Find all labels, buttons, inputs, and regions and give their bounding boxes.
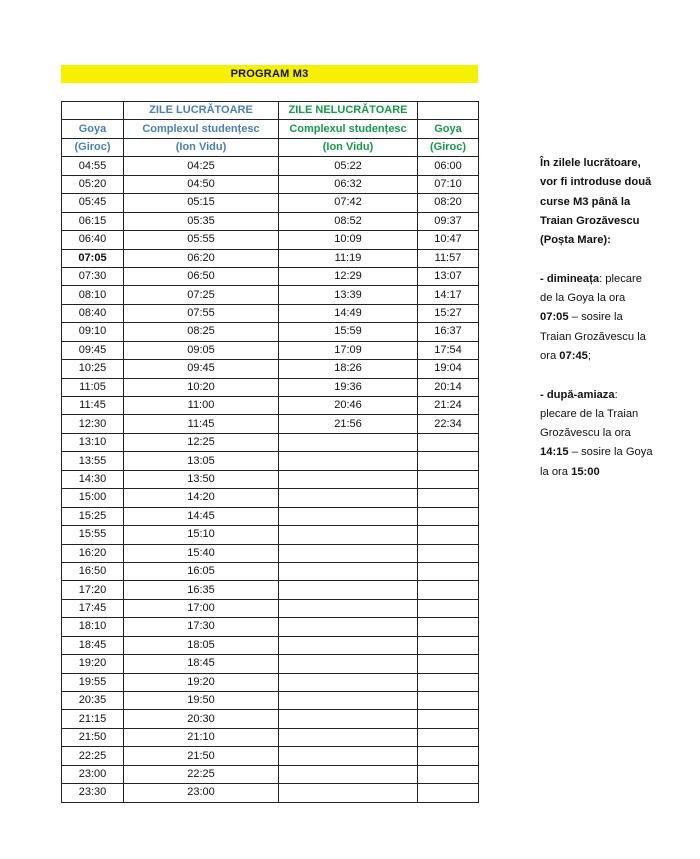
complex-departure-nonworkday-cell (279, 452, 418, 470)
goya-departure-nonworkday-cell: 07:10 (418, 175, 479, 193)
complex-departure-workday-cell: 12:25 (124, 433, 279, 451)
note-intro-line: curse M3 până la (540, 195, 631, 208)
complex-departure-nonworkday-cell (279, 544, 418, 562)
complex-departure-workday-cell: 10:20 (124, 378, 279, 396)
complex-departure-nonworkday-cell: 05:22 (279, 157, 418, 175)
schedule-row (62, 526, 479, 544)
morning-arrival-time: 07:45 (559, 349, 588, 362)
col1-stop-name: Goya (62, 120, 124, 138)
goya-departure-workday-cell: 05:20 (62, 175, 124, 193)
complex-departure-nonworkday-cell (279, 599, 418, 617)
goya-departure-nonworkday-cell: 15:27 (418, 304, 479, 322)
goya-departure-workday-cell: 22:25 (62, 747, 124, 765)
goya-departure-workday-cell: 21:15 (62, 710, 124, 728)
note-intro-line: (Poșta Mare): (540, 234, 611, 247)
goya-departure-workday-cell: 08:10 (62, 286, 124, 304)
goya-departure-workday-cell: 04:55 (62, 157, 124, 175)
note-text: : (614, 388, 618, 401)
goya-departure-workday-cell: 23:00 (62, 765, 124, 783)
complex-departure-nonworkday-cell: 12:29 (279, 267, 418, 285)
complex-departure-workday-cell: 14:45 (124, 507, 279, 525)
col3-stop-name: Complexul studențesc (279, 120, 418, 138)
header-empty-cell (418, 102, 479, 120)
complex-departure-nonworkday-cell (279, 581, 418, 599)
complex-departure-nonworkday-cell: 20:46 (279, 397, 418, 415)
note-morning-line: de la Goya la ora (540, 292, 626, 305)
complex-departure-nonworkday-cell: 18:26 (279, 360, 418, 378)
goya-departure-nonworkday-cell: 22:34 (418, 415, 479, 433)
complex-departure-nonworkday-cell: 19:36 (279, 378, 418, 396)
schedule-row (62, 360, 479, 378)
goya-departure-nonworkday-cell (418, 452, 479, 470)
goya-departure-nonworkday-cell (418, 433, 479, 451)
note-text: ; (587, 349, 592, 362)
schedule-row (62, 249, 479, 267)
schedule-row (62, 231, 479, 249)
goya-departure-workday-cell: 18:10 (62, 618, 124, 636)
note-spacer (540, 250, 700, 269)
schedule-row (62, 710, 479, 728)
goya-departure-workday-cell: 17:45 (62, 599, 124, 617)
note-afternoon-line: Grozăvescu la ora (540, 427, 631, 440)
workdays-header: ZILE LUCRĂTOARE (124, 102, 279, 120)
note-intro-line: În zilele lucrătoare, (540, 157, 641, 169)
complex-departure-workday-cell: 13:05 (124, 452, 279, 470)
complex-departure-workday-cell: 11:00 (124, 397, 279, 415)
goya-departure-workday-cell: 15:00 (62, 489, 124, 507)
goya-departure-workday-cell: 07:05 (62, 249, 124, 267)
afternoon-arrival-time: 15:00 (571, 465, 600, 478)
complex-departure-workday-cell: 11:45 (124, 415, 279, 433)
complex-departure-nonworkday-cell (279, 655, 418, 673)
col4-stop-area: (Giroc) (418, 138, 479, 156)
complex-departure-workday-cell: 06:50 (124, 267, 279, 285)
schedule-row (62, 544, 479, 562)
header-row-stop-areas (62, 138, 479, 156)
complex-departure-workday-cell: 07:25 (124, 286, 279, 304)
complex-departure-nonworkday-cell (279, 562, 418, 580)
goya-departure-nonworkday-cell: 14:17 (418, 286, 479, 304)
complex-departure-workday-cell: 15:40 (124, 544, 279, 562)
goya-departure-workday-cell: 06:15 (62, 212, 124, 230)
schedule-row (62, 378, 479, 396)
nonworkdays-header: ZILE NELUCRĂTOARE (279, 102, 418, 120)
goya-departure-nonworkday-cell (418, 544, 479, 562)
note-afternoon-line (540, 463, 700, 482)
morning-departure-time: 07:05 (540, 311, 569, 324)
goya-departure-workday-cell: 05:45 (62, 194, 124, 212)
goya-departure-nonworkday-cell: 19:04 (418, 360, 479, 378)
schedule-row (62, 673, 479, 691)
complex-departure-workday-cell: 18:05 (124, 636, 279, 654)
complex-departure-nonworkday-cell (279, 507, 418, 525)
schedule-row (62, 323, 479, 341)
goya-departure-nonworkday-cell: 17:54 (418, 341, 479, 359)
complex-departure-nonworkday-cell (279, 618, 418, 636)
note-spacer (540, 366, 700, 385)
complex-departure-nonworkday-cell: 15:59 (279, 323, 418, 341)
goya-departure-workday-cell: 11:45 (62, 397, 124, 415)
complex-departure-nonworkday-cell (279, 489, 418, 507)
complex-departure-workday-cell: 09:45 (124, 360, 279, 378)
goya-departure-nonworkday-cell: 08:20 (418, 194, 479, 212)
schedule-row (62, 655, 479, 673)
complex-departure-nonworkday-cell: 17:09 (279, 341, 418, 359)
goya-departure-workday-cell: 20:35 (62, 692, 124, 710)
complex-departure-nonworkday-cell (279, 673, 418, 691)
complex-departure-workday-cell: 14:20 (124, 489, 279, 507)
goya-departure-nonworkday-cell (418, 507, 479, 525)
schedule-row (62, 341, 479, 359)
note-morning-line: Traian Grozăvescu la (540, 330, 646, 343)
goya-departure-nonworkday-cell (418, 692, 479, 710)
goya-departure-nonworkday-cell: 20:14 (418, 378, 479, 396)
goya-departure-nonworkday-cell (418, 470, 479, 488)
goya-departure-nonworkday-cell: 21:24 (418, 397, 479, 415)
goya-departure-workday-cell: 17:20 (62, 581, 124, 599)
complex-departure-workday-cell: 15:10 (124, 526, 279, 544)
complex-departure-workday-cell: 07:55 (124, 304, 279, 322)
complex-departure-nonworkday-cell (279, 710, 418, 728)
goya-departure-nonworkday-cell: 06:00 (418, 157, 479, 175)
goya-departure-nonworkday-cell (418, 784, 479, 802)
side-note (540, 154, 700, 482)
complex-departure-nonworkday-cell: 11:19 (279, 249, 418, 267)
complex-departure-workday-cell: 18:45 (124, 655, 279, 673)
goya-departure-nonworkday-cell (418, 710, 479, 728)
complex-departure-nonworkday-cell: 14:49 (279, 304, 418, 322)
goya-departure-nonworkday-cell (418, 765, 479, 783)
schedule-row (62, 747, 479, 765)
complex-departure-nonworkday-cell: 10:09 (279, 231, 418, 249)
goya-departure-workday-cell: 09:45 (62, 341, 124, 359)
goya-departure-nonworkday-cell: 16:37 (418, 323, 479, 341)
complex-departure-workday-cell: 21:10 (124, 728, 279, 746)
schedule-row (62, 286, 479, 304)
complex-departure-workday-cell: 04:50 (124, 175, 279, 193)
complex-departure-nonworkday-cell: 06:32 (279, 175, 418, 193)
complex-departure-workday-cell: 16:05 (124, 562, 279, 580)
complex-departure-nonworkday-cell (279, 470, 418, 488)
goya-departure-nonworkday-cell (418, 655, 479, 673)
complex-departure-nonworkday-cell: 08:52 (279, 212, 418, 230)
note-text: la ora (540, 465, 572, 478)
goya-departure-workday-cell: 15:55 (62, 526, 124, 544)
goya-departure-workday-cell: 06:40 (62, 231, 124, 249)
schedule-row (62, 784, 479, 802)
schedule-row (62, 470, 479, 488)
schedule-row (62, 489, 479, 507)
schedule-row (62, 618, 479, 636)
goya-departure-workday-cell: 11:05 (62, 378, 124, 396)
schedule-row (62, 175, 479, 193)
goya-departure-nonworkday-cell (418, 636, 479, 654)
complex-departure-workday-cell: 21:50 (124, 747, 279, 765)
schedule-row (62, 728, 479, 746)
goya-departure-nonworkday-cell (418, 618, 479, 636)
schedule-row (62, 212, 479, 230)
note-afternoon-line (540, 386, 700, 405)
goya-departure-workday-cell: 08:40 (62, 304, 124, 322)
goya-departure-nonworkday-cell (418, 526, 479, 544)
goya-departure-workday-cell: 16:50 (62, 562, 124, 580)
complex-departure-workday-cell: 05:55 (124, 231, 279, 249)
schedule-row (62, 581, 479, 599)
goya-departure-nonworkday-cell: 09:37 (418, 212, 479, 230)
complex-departure-nonworkday-cell (279, 692, 418, 710)
schedule-row (62, 433, 479, 451)
note-text: – sosire la (568, 311, 623, 324)
schedule-body (62, 102, 479, 803)
complex-departure-workday-cell: 22:25 (124, 765, 279, 783)
goya-departure-workday-cell: 23:30 (62, 784, 124, 802)
schedule-row (62, 157, 479, 175)
note-morning-line (540, 308, 700, 327)
goya-departure-workday-cell: 19:55 (62, 673, 124, 691)
complex-departure-workday-cell: 13:50 (124, 470, 279, 488)
note-afternoon-line: plecare de la Traian (540, 407, 639, 420)
goya-departure-nonworkday-cell (418, 489, 479, 507)
goya-departure-nonworkday-cell (418, 728, 479, 746)
header-empty-cell (62, 102, 124, 120)
complex-departure-nonworkday-cell (279, 784, 418, 802)
goya-departure-workday-cell: 15:25 (62, 507, 124, 525)
schedule-row (62, 765, 479, 783)
schedule-row (62, 304, 479, 322)
complex-departure-workday-cell: 16:35 (124, 581, 279, 599)
complex-departure-nonworkday-cell: 21:56 (279, 415, 418, 433)
complex-departure-workday-cell: 17:30 (124, 618, 279, 636)
schedule-row (62, 562, 479, 580)
complex-departure-workday-cell: 05:35 (124, 212, 279, 230)
complex-departure-workday-cell: 08:25 (124, 323, 279, 341)
complex-departure-nonworkday-cell (279, 636, 418, 654)
goya-departure-nonworkday-cell (418, 562, 479, 580)
goya-departure-nonworkday-cell: 13:07 (418, 267, 479, 285)
goya-departure-workday-cell: 10:25 (62, 360, 124, 378)
goya-departure-workday-cell: 16:20 (62, 544, 124, 562)
complex-departure-nonworkday-cell (279, 433, 418, 451)
schedule-row (62, 692, 479, 710)
note-text: ora (540, 349, 560, 362)
goya-departure-nonworkday-cell (418, 599, 479, 617)
complex-departure-workday-cell: 04:25 (124, 157, 279, 175)
complex-departure-nonworkday-cell: 13:39 (279, 286, 418, 304)
goya-departure-nonworkday-cell (418, 581, 479, 599)
complex-departure-workday-cell: 05:15 (124, 194, 279, 212)
goya-departure-workday-cell: 18:45 (62, 636, 124, 654)
goya-departure-nonworkday-cell: 10:47 (418, 231, 479, 249)
complex-departure-workday-cell: 20:30 (124, 710, 279, 728)
page-title: PROGRAM M3 (61, 65, 478, 83)
note-intro-line: vor fi introduse două (540, 176, 652, 189)
complex-departure-nonworkday-cell (279, 747, 418, 765)
note-morning-line (540, 270, 700, 289)
schedule-table (61, 101, 479, 803)
complex-departure-nonworkday-cell (279, 526, 418, 544)
complex-departure-workday-cell: 17:00 (124, 599, 279, 617)
goya-departure-workday-cell: 13:10 (62, 433, 124, 451)
schedule-row (62, 452, 479, 470)
goya-departure-nonworkday-cell (418, 747, 479, 765)
schedule-row (62, 397, 479, 415)
complex-departure-workday-cell: 19:50 (124, 692, 279, 710)
note-morning-line (540, 347, 700, 366)
schedule-row (62, 599, 479, 617)
header-row-group (62, 102, 479, 120)
col2-stop-area: (Ion Vidu) (124, 138, 279, 156)
goya-departure-workday-cell: 07:30 (62, 267, 124, 285)
morning-label: - dimineața (540, 272, 600, 285)
goya-departure-nonworkday-cell: 11:57 (418, 249, 479, 267)
complex-departure-nonworkday-cell (279, 728, 418, 746)
note-intro-line: Traian Grozăvescu (540, 214, 640, 227)
goya-departure-workday-cell: 19:20 (62, 655, 124, 673)
col2-stop-name: Complexul studențesc (124, 120, 279, 138)
complex-departure-nonworkday-cell: 07:42 (279, 194, 418, 212)
goya-departure-workday-cell: 13:55 (62, 452, 124, 470)
col1-stop-area: (Giroc) (62, 138, 124, 156)
goya-departure-workday-cell: 09:10 (62, 323, 124, 341)
header-row-stop-names (62, 120, 479, 138)
col4-stop-name: Goya (418, 120, 479, 138)
complex-departure-workday-cell: 06:20 (124, 249, 279, 267)
afternoon-label: - după-amiaza (540, 388, 615, 401)
schedule-row (62, 267, 479, 285)
schedule-row (62, 415, 479, 433)
col3-stop-area: (Ion Vidu) (279, 138, 418, 156)
afternoon-departure-time: 14:15 (540, 446, 569, 459)
goya-departure-nonworkday-cell (418, 673, 479, 691)
schedule-row (62, 194, 479, 212)
goya-departure-workday-cell: 12:30 (62, 415, 124, 433)
complex-departure-workday-cell: 09:05 (124, 341, 279, 359)
schedule-row (62, 507, 479, 525)
complex-departure-nonworkday-cell (279, 765, 418, 783)
goya-departure-workday-cell: 14:30 (62, 470, 124, 488)
complex-departure-workday-cell: 19:20 (124, 673, 279, 691)
goya-departure-workday-cell: 21:50 (62, 728, 124, 746)
schedule-row (62, 636, 479, 654)
note-afternoon-line (540, 443, 700, 462)
note-text: – sosire la Goya (568, 446, 653, 459)
note-text: : plecare (599, 272, 642, 285)
complex-departure-workday-cell: 23:00 (124, 784, 279, 802)
